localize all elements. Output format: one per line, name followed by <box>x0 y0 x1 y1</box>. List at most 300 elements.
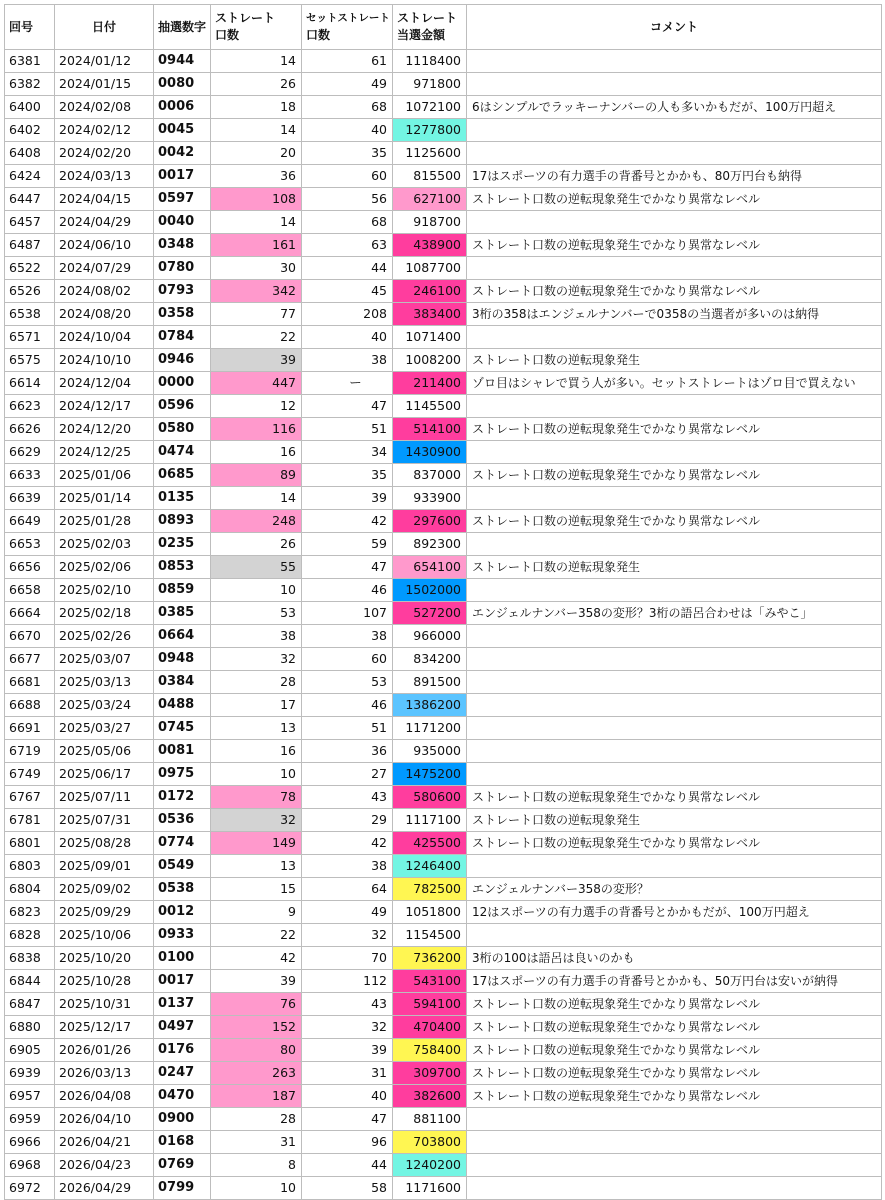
comment-cell <box>467 326 882 349</box>
set-count-cell: 42 <box>302 510 393 533</box>
date-cell: 2025/09/01 <box>55 855 154 878</box>
table-row <box>5 671 882 694</box>
table-row <box>5 947 882 970</box>
comment-cell: ストレート口数の逆転現象発生でかなり異常なレベル <box>467 510 882 533</box>
table-body <box>5 50 882 1200</box>
comment-cell: ストレート口数の逆転現象発生でかなり異常なレベル <box>467 418 882 441</box>
comment-cell: ストレート口数の逆転現象発生でかなり異常なレベル <box>467 234 882 257</box>
number-cell: 0045 <box>154 119 211 142</box>
straight-count-cell: 18 <box>211 96 302 119</box>
number-cell: 0774 <box>154 832 211 855</box>
table-row <box>5 349 882 372</box>
straight-count-cell: 13 <box>211 855 302 878</box>
comment-cell: ストレート口数の逆転現象発生でかなり異常なレベル <box>467 993 882 1016</box>
straight-count-cell: 30 <box>211 257 302 280</box>
comment-cell <box>467 142 882 165</box>
table-row <box>5 1062 882 1085</box>
table-row <box>5 280 882 303</box>
set-count-cell: 27 <box>302 763 393 786</box>
date-cell: 2025/10/20 <box>55 947 154 970</box>
straight-count-cell: 342 <box>211 280 302 303</box>
number-cell: 0596 <box>154 395 211 418</box>
set-count-cell: 29 <box>302 809 393 832</box>
set-count-cell: 42 <box>302 832 393 855</box>
date-cell: 2026/04/23 <box>55 1154 154 1177</box>
straight-count-cell: 8 <box>211 1154 302 1177</box>
table-row <box>5 878 882 901</box>
comment-cell <box>467 1108 882 1131</box>
prize-cell: 627100 <box>393 188 467 211</box>
straight-count-cell: 26 <box>211 73 302 96</box>
set-count-cell: 46 <box>302 694 393 717</box>
table-row <box>5 119 882 142</box>
straight-count-cell: 447 <box>211 372 302 395</box>
straight-count-cell: 22 <box>211 924 302 947</box>
set-count-cell: 51 <box>302 717 393 740</box>
number-cell: 0176 <box>154 1039 211 1062</box>
prize-cell: 1502000 <box>393 579 467 602</box>
table-row <box>5 1085 882 1108</box>
set-count-cell: 63 <box>302 234 393 257</box>
comment-cell: 6はシンプルでラッキーナンバーの人も多いかもだが、100万円超え <box>467 96 882 119</box>
comment-cell: ゾロ目はシャレで買う人が多い。セットストレートはゾロ目で買えない <box>467 372 882 395</box>
table-row <box>5 441 882 464</box>
set-count-cell: 107 <box>302 602 393 625</box>
date-cell: 2024/07/29 <box>55 257 154 280</box>
table-row <box>5 1039 882 1062</box>
number-cell: 0944 <box>154 50 211 73</box>
date-cell: 2024/03/13 <box>55 165 154 188</box>
comment-cell <box>467 717 882 740</box>
set-count-cell: 47 <box>302 395 393 418</box>
number-cell: 0538 <box>154 878 211 901</box>
round-cell: 6966 <box>5 1131 55 1154</box>
prize-cell: 736200 <box>393 947 467 970</box>
prize-cell: 1072100 <box>393 96 467 119</box>
prize-cell: 514100 <box>393 418 467 441</box>
prize-cell: 425500 <box>393 832 467 855</box>
date-cell: 2025/10/06 <box>55 924 154 947</box>
header-comment: コメント <box>467 5 882 50</box>
comment-cell: ストレート口数の逆転現象発生でかなり異常なレベル <box>467 280 882 303</box>
straight-count-cell: 38 <box>211 625 302 648</box>
table-row <box>5 832 882 855</box>
round-cell: 6905 <box>5 1039 55 1062</box>
date-cell: 2024/04/29 <box>55 211 154 234</box>
straight-count-cell: 161 <box>211 234 302 257</box>
comment-cell <box>467 211 882 234</box>
straight-count-cell: 14 <box>211 50 302 73</box>
table-row <box>5 1154 882 1177</box>
round-cell: 6828 <box>5 924 55 947</box>
number-cell: 0000 <box>154 372 211 395</box>
prize-cell: 470400 <box>393 1016 467 1039</box>
number-cell: 0168 <box>154 1131 211 1154</box>
table-row <box>5 740 882 763</box>
date-cell: 2025/10/28 <box>55 970 154 993</box>
comment-cell: ストレート口数の逆転現象発生 <box>467 349 882 372</box>
round-cell: 6653 <box>5 533 55 556</box>
table-row <box>5 763 882 786</box>
set-count-cell: 38 <box>302 349 393 372</box>
number-cell: 0172 <box>154 786 211 809</box>
round-cell: 6664 <box>5 602 55 625</box>
straight-count-cell: 20 <box>211 142 302 165</box>
straight-count-cell: 17 <box>211 694 302 717</box>
date-cell: 2024/01/12 <box>55 50 154 73</box>
straight-count-cell: 39 <box>211 970 302 993</box>
round-cell: 6939 <box>5 1062 55 1085</box>
prize-cell: 1430900 <box>393 441 467 464</box>
table-row <box>5 464 882 487</box>
date-cell: 2024/10/04 <box>55 326 154 349</box>
straight-count-cell: 14 <box>211 119 302 142</box>
straight-count-cell: 14 <box>211 487 302 510</box>
set-count-cell: 47 <box>302 1108 393 1131</box>
number-cell: 0006 <box>154 96 211 119</box>
table-row <box>5 303 882 326</box>
straight-count-cell: 42 <box>211 947 302 970</box>
table-row <box>5 1131 882 1154</box>
prize-cell: 1386200 <box>393 694 467 717</box>
prize-cell: 933900 <box>393 487 467 510</box>
date-cell: 2025/05/06 <box>55 740 154 763</box>
round-cell: 6447 <box>5 188 55 211</box>
number-cell: 0948 <box>154 648 211 671</box>
straight-count-cell: 31 <box>211 1131 302 1154</box>
date-cell: 2026/01/26 <box>55 1039 154 1062</box>
round-cell: 6649 <box>5 510 55 533</box>
date-cell: 2026/03/13 <box>55 1062 154 1085</box>
date-cell: 2025/08/28 <box>55 832 154 855</box>
prize-cell: 1125600 <box>393 142 467 165</box>
set-count-cell: 112 <box>302 970 393 993</box>
number-cell: 0597 <box>154 188 211 211</box>
number-cell: 0042 <box>154 142 211 165</box>
header-straight-count-line1: ストレート <box>215 11 276 25</box>
comment-cell <box>467 763 882 786</box>
number-cell: 0793 <box>154 280 211 303</box>
comment-cell: ストレート口数の逆転現象発生でかなり異常なレベル <box>467 786 882 809</box>
comment-cell <box>467 579 882 602</box>
header-row <box>5 5 882 50</box>
straight-count-cell: 22 <box>211 326 302 349</box>
straight-count-cell: 248 <box>211 510 302 533</box>
date-cell: 2024/12/17 <box>55 395 154 418</box>
round-cell: 6719 <box>5 740 55 763</box>
date-cell: 2025/02/06 <box>55 556 154 579</box>
straight-count-cell: 77 <box>211 303 302 326</box>
table-row <box>5 533 882 556</box>
header-prize-line2: 当選金額 <box>397 28 446 42</box>
number-cell: 0769 <box>154 1154 211 1177</box>
comment-cell <box>467 625 882 648</box>
comment-cell: ストレート口数の逆転現象発生でかなり異常なレベル <box>467 1085 882 1108</box>
date-cell: 2025/06/17 <box>55 763 154 786</box>
comment-cell: エンジェルナンバー358の変形？ <box>467 878 882 901</box>
prize-cell: 1240200 <box>393 1154 467 1177</box>
straight-count-cell: 28 <box>211 671 302 694</box>
date-cell: 2026/04/21 <box>55 1131 154 1154</box>
round-cell: 6571 <box>5 326 55 349</box>
number-cell: 0235 <box>154 533 211 556</box>
round-cell: 6804 <box>5 878 55 901</box>
round-cell: 6658 <box>5 579 55 602</box>
round-cell: 6957 <box>5 1085 55 1108</box>
date-cell: 2025/10/31 <box>55 993 154 1016</box>
header-straight-count-line2: 口数 <box>215 28 240 42</box>
set-count-cell: 60 <box>302 165 393 188</box>
number-cell: 0348 <box>154 234 211 257</box>
round-cell: 6838 <box>5 947 55 970</box>
number-cell: 0497 <box>154 1016 211 1039</box>
table-row <box>5 487 882 510</box>
straight-count-cell: 89 <box>211 464 302 487</box>
set-count-cell: 44 <box>302 1154 393 1177</box>
prize-cell: 892300 <box>393 533 467 556</box>
number-cell: 0385 <box>154 602 211 625</box>
straight-count-cell: 10 <box>211 763 302 786</box>
prize-cell: 1246400 <box>393 855 467 878</box>
number-cell: 0080 <box>154 73 211 96</box>
table-row <box>5 165 882 188</box>
set-count-cell: 51 <box>302 418 393 441</box>
number-cell: 0580 <box>154 418 211 441</box>
set-count-cell: 68 <box>302 96 393 119</box>
number-cell: 0859 <box>154 579 211 602</box>
date-cell: 2024/02/20 <box>55 142 154 165</box>
straight-count-cell: 53 <box>211 602 302 625</box>
header-round: 回号 <box>5 5 55 50</box>
date-cell: 2026/04/10 <box>55 1108 154 1131</box>
date-cell: 2025/07/11 <box>55 786 154 809</box>
header-set-count <box>302 5 393 50</box>
number-cell: 0100 <box>154 947 211 970</box>
comment-cell <box>467 648 882 671</box>
date-cell: 2025/07/31 <box>55 809 154 832</box>
comment-cell: 17はスポーツの有力選手の背番号とかかも、80万円台も納得 <box>467 165 882 188</box>
number-cell: 0745 <box>154 717 211 740</box>
comment-cell <box>467 1154 882 1177</box>
table-row <box>5 257 882 280</box>
prize-cell: 383400 <box>393 303 467 326</box>
round-cell: 6522 <box>5 257 55 280</box>
date-cell: 2025/02/03 <box>55 533 154 556</box>
straight-count-cell: 16 <box>211 740 302 763</box>
set-count-cell: 40 <box>302 326 393 349</box>
table-row <box>5 855 882 878</box>
straight-count-cell: 10 <box>211 1177 302 1200</box>
set-count-cell: 46 <box>302 579 393 602</box>
set-count-cell: 56 <box>302 188 393 211</box>
date-cell: 2025/01/28 <box>55 510 154 533</box>
comment-cell <box>467 694 882 717</box>
number-cell: 0685 <box>154 464 211 487</box>
number-cell: 0040 <box>154 211 211 234</box>
set-count-cell: 60 <box>302 648 393 671</box>
set-count-cell: 44 <box>302 257 393 280</box>
table-row <box>5 326 882 349</box>
prize-cell: 758400 <box>393 1039 467 1062</box>
comment-cell: 3桁の358はエンジェルナンバーで0358の当選者が多いのは納得 <box>467 303 882 326</box>
set-count-cell: 47 <box>302 556 393 579</box>
number-cell: 0799 <box>154 1177 211 1200</box>
set-count-cell: 58 <box>302 1177 393 1200</box>
date-cell: 2026/04/08 <box>55 1085 154 1108</box>
date-cell: 2024/08/02 <box>55 280 154 303</box>
round-cell: 6880 <box>5 1016 55 1039</box>
comment-cell: ストレート口数の逆転現象発生でかなり異常なレベル <box>467 1062 882 1085</box>
date-cell: 2025/03/07 <box>55 648 154 671</box>
table-row <box>5 372 882 395</box>
table-row <box>5 1108 882 1131</box>
prize-cell: 918700 <box>393 211 467 234</box>
round-cell: 6381 <box>5 50 55 73</box>
prize-cell: 309700 <box>393 1062 467 1085</box>
table-row <box>5 625 882 648</box>
date-cell: 2025/01/06 <box>55 464 154 487</box>
date-cell: 2024/08/20 <box>55 303 154 326</box>
table-row <box>5 602 882 625</box>
table-row <box>5 1177 882 1200</box>
round-cell: 6575 <box>5 349 55 372</box>
straight-count-cell: 10 <box>211 579 302 602</box>
prize-cell: 382600 <box>393 1085 467 1108</box>
comment-cell <box>467 533 882 556</box>
table-row <box>5 234 882 257</box>
set-count-cell: 34 <box>302 441 393 464</box>
prize-cell: 543100 <box>393 970 467 993</box>
table-row <box>5 418 882 441</box>
comment-cell: ストレート口数の逆転現象発生でかなり異常なレベル <box>467 1016 882 1039</box>
round-cell: 6639 <box>5 487 55 510</box>
prize-cell: 580600 <box>393 786 467 809</box>
table-row <box>5 96 882 119</box>
date-cell: 2025/03/13 <box>55 671 154 694</box>
date-cell: 2025/03/24 <box>55 694 154 717</box>
prize-cell: 935000 <box>393 740 467 763</box>
round-cell: 6749 <box>5 763 55 786</box>
date-cell: 2025/01/14 <box>55 487 154 510</box>
prize-cell: 211400 <box>393 372 467 395</box>
set-count-cell: 39 <box>302 1039 393 1062</box>
table-row <box>5 579 882 602</box>
number-cell: 0012 <box>154 901 211 924</box>
header-date: 日付 <box>55 5 154 50</box>
round-cell: 6681 <box>5 671 55 694</box>
set-count-cell: 35 <box>302 142 393 165</box>
round-cell: 6968 <box>5 1154 55 1177</box>
set-count-cell: 40 <box>302 119 393 142</box>
prize-cell: 1051800 <box>393 901 467 924</box>
comment-cell <box>467 441 882 464</box>
comment-cell <box>467 50 882 73</box>
number-cell: 0488 <box>154 694 211 717</box>
table-row <box>5 50 882 73</box>
number-cell: 0853 <box>154 556 211 579</box>
set-count-cell: 40 <box>302 1085 393 1108</box>
date-cell: 2024/02/12 <box>55 119 154 142</box>
straight-count-cell: 14 <box>211 211 302 234</box>
comment-cell <box>467 119 882 142</box>
date-cell: 2025/12/17 <box>55 1016 154 1039</box>
straight-count-cell: 80 <box>211 1039 302 1062</box>
straight-count-cell: 26 <box>211 533 302 556</box>
set-count-cell: 32 <box>302 1016 393 1039</box>
straight-count-cell: 36 <box>211 165 302 188</box>
round-cell: 6626 <box>5 418 55 441</box>
prize-cell: 654100 <box>393 556 467 579</box>
table-row <box>5 1016 882 1039</box>
straight-count-cell: 16 <box>211 441 302 464</box>
round-cell: 6633 <box>5 464 55 487</box>
comment-cell: ストレート口数の逆転現象発生でかなり異常なレベル <box>467 1039 882 1062</box>
set-count-cell: 96 <box>302 1131 393 1154</box>
round-cell: 6656 <box>5 556 55 579</box>
comment-cell: ストレート口数の逆転現象発生でかなり異常なレベル <box>467 832 882 855</box>
set-count-cell: 36 <box>302 740 393 763</box>
comment-cell: エンジェルナンバー358の変形？3桁の語呂合わせは「みやこ」 <box>467 602 882 625</box>
header-set-count-line1: セットストレート <box>306 11 390 24</box>
comment-cell: ストレート口数の逆転現象発生でかなり異常なレベル <box>467 188 882 211</box>
set-count-cell: 38 <box>302 625 393 648</box>
comment-cell: 3桁の100は語呂は良いのかも <box>467 947 882 970</box>
table-row <box>5 901 882 924</box>
straight-count-cell: 78 <box>211 786 302 809</box>
comment-cell: ストレート口数の逆転現象発生 <box>467 556 882 579</box>
table-row <box>5 142 882 165</box>
number-cell: 0470 <box>154 1085 211 1108</box>
table-row <box>5 211 882 234</box>
number-cell: 0975 <box>154 763 211 786</box>
straight-count-cell: 9 <box>211 901 302 924</box>
round-cell: 6677 <box>5 648 55 671</box>
date-cell: 2024/12/25 <box>55 441 154 464</box>
prize-cell: 881100 <box>393 1108 467 1131</box>
table-row <box>5 188 882 211</box>
prize-cell: 1145500 <box>393 395 467 418</box>
table-row <box>5 648 882 671</box>
round-cell: 6691 <box>5 717 55 740</box>
round-cell: 6959 <box>5 1108 55 1131</box>
straight-count-cell: 13 <box>211 717 302 740</box>
prize-cell: 782500 <box>393 878 467 901</box>
comment-cell <box>467 487 882 510</box>
table-row <box>5 717 882 740</box>
straight-count-cell: 12 <box>211 395 302 418</box>
number-cell: 0017 <box>154 165 211 188</box>
date-cell: 2024/02/08 <box>55 96 154 119</box>
set-count-cell: 32 <box>302 924 393 947</box>
number-cell: 0933 <box>154 924 211 947</box>
round-cell: 6803 <box>5 855 55 878</box>
number-cell: 0946 <box>154 349 211 372</box>
straight-count-cell: 116 <box>211 418 302 441</box>
number-cell: 0784 <box>154 326 211 349</box>
set-count-cell: 43 <box>302 786 393 809</box>
header-number: 抽選数字 <box>154 5 211 50</box>
set-count-cell: 45 <box>302 280 393 303</box>
round-cell: 6688 <box>5 694 55 717</box>
number-cell: 0780 <box>154 257 211 280</box>
comment-cell: 12はスポーツの有力選手の背番号とかかもだが、100万円超え <box>467 901 882 924</box>
date-cell: 2025/09/29 <box>55 901 154 924</box>
date-cell: 2025/03/27 <box>55 717 154 740</box>
header-prize-line1: ストレート <box>397 11 458 25</box>
set-count-cell: 31 <box>302 1062 393 1085</box>
set-count-cell: 43 <box>302 993 393 1016</box>
table-row <box>5 510 882 533</box>
